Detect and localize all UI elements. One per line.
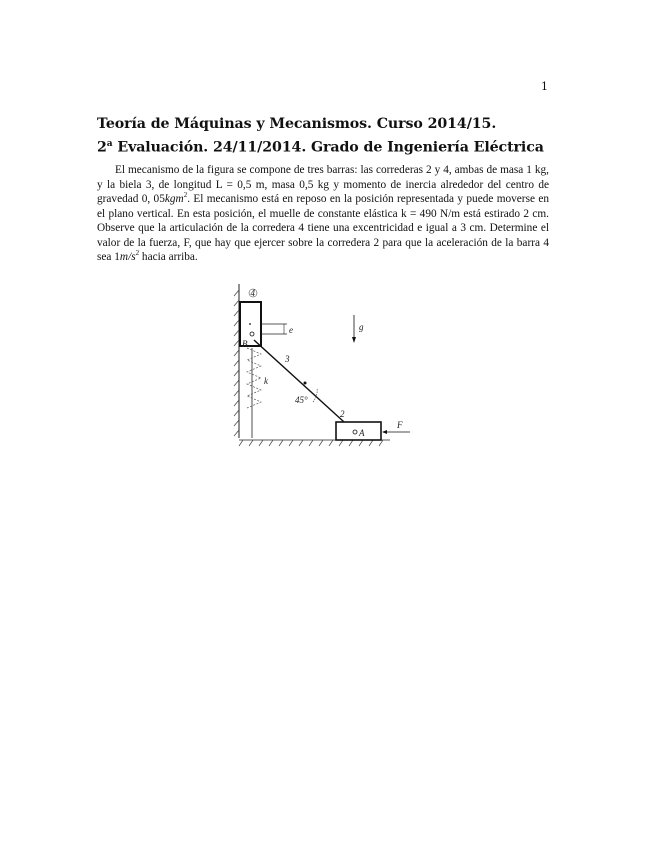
- slider-4-center: [249, 323, 251, 325]
- gravity-arrowhead: [352, 337, 356, 343]
- acceleration-unit-exponent: 2: [135, 249, 140, 258]
- slider-4-label: 4: [250, 288, 255, 298]
- joint-b-pin: [250, 332, 254, 336]
- eccentricity-label: e: [289, 325, 293, 335]
- title-ordinal-suffix: a: [106, 139, 113, 149]
- inertia-unit: kgm: [164, 193, 184, 205]
- wall-hatching: [234, 290, 239, 436]
- acceleration-unit: m/s: [119, 251, 136, 263]
- title-line-1: Teoría de Máquinas y Mecanismos. Curso 2014/15.: [97, 116, 497, 132]
- force-label: F: [397, 420, 403, 430]
- page-number: 1: [541, 80, 548, 93]
- inertia-unit-exponent: 2: [183, 191, 188, 200]
- joint-b-label: B: [242, 339, 248, 349]
- statement-part-1: El mecanismo de la figura se compone de tres barras: las correderas 2 y 4, ambas de masa 1 kg, y la biela 3, de longitud L = 0,5 m, masa 0,5 kg y momento de inercia alrededor del centro de gravedad 0, 05: [97, 164, 549, 205]
- link-3-label: 3: [285, 354, 290, 364]
- problem-statement: [97, 163, 549, 265]
- title-line-2: [97, 134, 567, 158]
- ground-hatching: [239, 440, 383, 446]
- title-line-2-text: Evaluación. 24/11/2014. Grado de Ingeniería Eléctrica: [112, 139, 544, 156]
- gravity-label: g: [359, 322, 364, 332]
- spring: [247, 348, 261, 408]
- rod-center-of-mass: [304, 382, 307, 385]
- spring-label: k: [264, 376, 268, 386]
- joint-a-pin: [353, 430, 357, 434]
- page-title: [97, 114, 567, 158]
- angle-label: 45°: [295, 395, 308, 405]
- statement-part-3: hacia arriba.: [139, 251, 198, 263]
- mechanism-figure: [225, 278, 420, 453]
- joint-a-label: A: [359, 428, 365, 438]
- slider-2-label: 2: [340, 409, 345, 419]
- statement-part-2: . El mecanismo está en reposo en la posición representada y puede moverse en el plano vertical. En esta posición, el muelle de constante elástica k = 490 N/m está estirado 2 cm. Observe que la articulación de la corredera 4 tiene una excentricidad e igual a 3 cm. Determine el valor de la fuerza, F, que hay que ejercer sobre la corredera 2 para que la aceleración de la barra 4 sea 1: [97, 193, 549, 263]
- force-arrowhead: [382, 430, 387, 434]
- title-ordinal-number: 2: [97, 139, 107, 156]
- mechanism-diagram: [225, 278, 420, 453]
